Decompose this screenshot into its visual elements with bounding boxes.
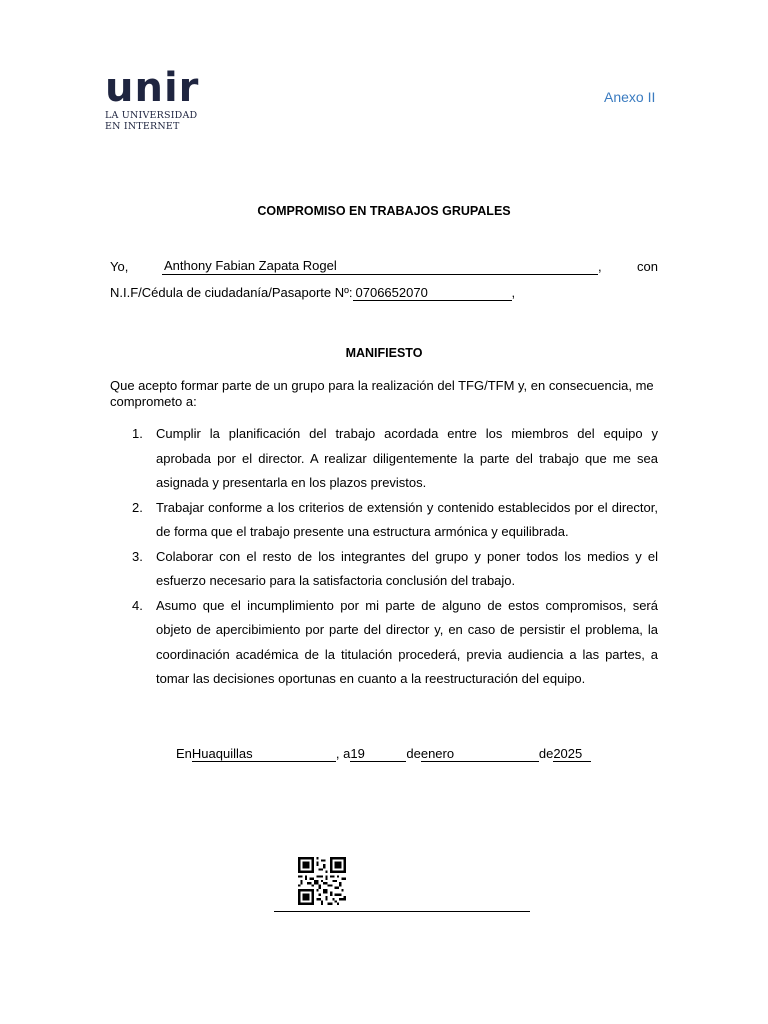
intro-paragraph: Que acepto formar parte de un grupo para la realización del TFG/TFM y, en consecuencia, me comprometo a: [110, 378, 654, 409]
item-number: 1. [132, 426, 143, 441]
id-label: N.I.F/Cédula de ciudadanía/Pasaporte Nº: [110, 285, 353, 300]
annex-label: Anexo II [604, 89, 656, 105]
item-number: 2. [132, 499, 143, 515]
logo-tagline-2: EN INTERNET [105, 121, 180, 132]
en-label: En [176, 746, 192, 761]
signature-qr-code [298, 857, 346, 905]
date-line [176, 746, 591, 762]
item-text: Asumo que el incumplimiento por mi parte de alguno de estos compromisos, será objeto de apercibimiento por parte del director y, en caso de persistir el problema, la coordinación académica de la titulación procederá, previa audiencia a las partes, a tomar las decisiones oportunas en cuanto a la reestructuración del equipo. [156, 597, 658, 686]
list-item [110, 594, 658, 692]
list-item [110, 545, 658, 594]
section-title: MANIFIESTO [345, 346, 423, 360]
name-comma: , [598, 259, 602, 274]
item-text: Colaborar con el resto de los integrantes del grupo y poner todos los medios y el esfuerzo necesario para la satisfactoria conclusión del trabajo. [156, 548, 658, 588]
item-number: 3. [132, 548, 143, 564]
logo-wordmark: unir [105, 65, 200, 111]
item-text: Cumplir la planificación del trabajo acordada entre los miembros del equipo y aprobada por el director. A realizar diligentemente la parte del trabajo que me sea asignada y presentarla en los plazos previstos. [156, 426, 658, 490]
day-field: 19 [350, 747, 406, 762]
item-number: 4. [132, 597, 143, 613]
id-number-field: 0706652070 [353, 286, 512, 301]
month-field: enero [421, 747, 539, 762]
list-item [110, 496, 658, 545]
declarant-line [110, 259, 658, 277]
city-field: Huaquillas [192, 747, 336, 762]
con-label: con [637, 259, 658, 274]
de-label-1: de [406, 746, 421, 761]
yo-label: Yo, [110, 259, 129, 274]
commitments-list [110, 422, 658, 692]
list-item [110, 422, 658, 496]
logo-tagline-1: LA UNIVERSIDAD [105, 110, 198, 121]
year-field: 2025 [553, 747, 591, 762]
id-comma: , [511, 285, 516, 300]
de-label-2: de [538, 746, 554, 761]
item-text: Trabajar conforme a los criterios de extensión y contenido establecidos por el director, de forma que el trabajo presente una estructura armónica y equilibrada. [156, 499, 658, 539]
document-title: COMPROMISO EN TRABAJOS GRUPALES [257, 204, 511, 218]
unir-logo [105, 65, 225, 138]
signature-line [274, 911, 530, 912]
a-label: , a [335, 746, 351, 761]
id-line [110, 285, 515, 301]
declarant-name-field: Anthony Fabian Zapata Rogel [162, 259, 598, 275]
